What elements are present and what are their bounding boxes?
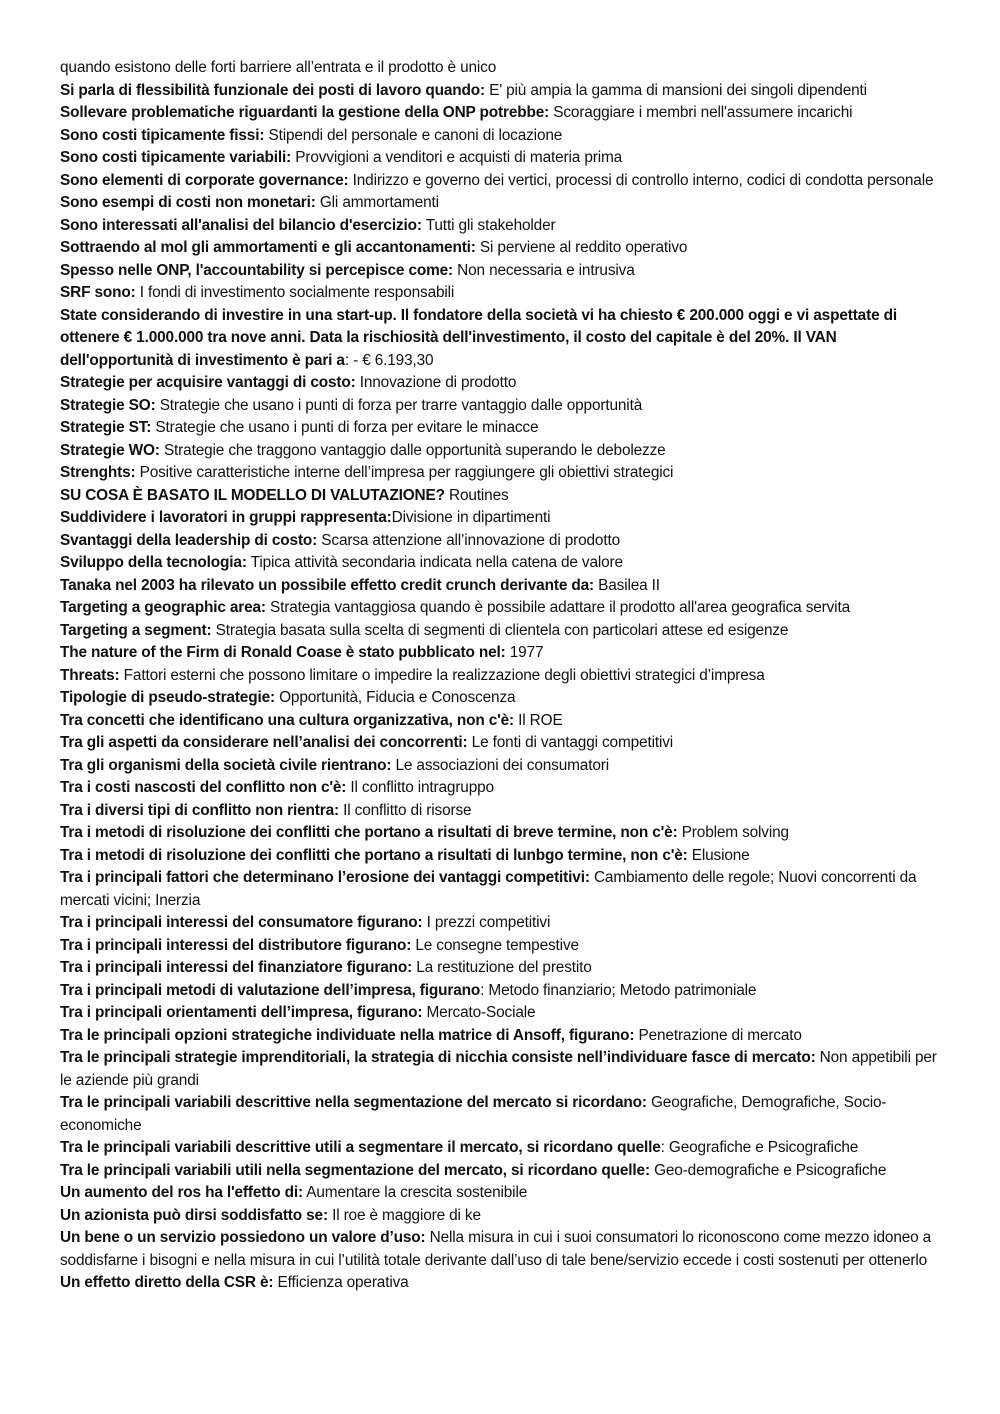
answer-text: Geografiche, Demografiche, Socio-economiche — [60, 1094, 887, 1134]
qa-entry — [60, 1047, 950, 1092]
qa-entry — [60, 620, 950, 643]
qa-entry — [60, 507, 950, 530]
question-text: Sviluppo della tecnologia: — [60, 554, 247, 571]
answer-text: Aumentare la crescita sostenibile — [302, 1184, 528, 1201]
question-text: Tra i metodi di risoluzione dei conflitti che portano a risultati di breve termine, non c'è: — [60, 824, 678, 841]
answer-text: Geo-demografiche e Psicografiche — [649, 1161, 887, 1179]
answer-text: Strategie che usano i punti di forza per trarre vantaggio dalle opportunità — [155, 396, 643, 414]
question-text: Svantaggi della leadership di costo: — [60, 531, 318, 549]
question-text: Sono costi tipicamente fissi: — [60, 126, 265, 144]
question-text: The nature of the Firm di Ronald Coase è stato pubblicato nel: — [60, 644, 506, 661]
answer-text: Scarsa attenzione all’innovazione di prodotto — [317, 531, 620, 549]
answer-text: Provvigioni a venditori e acquisti di materia prima — [291, 149, 623, 166]
answer-text: Il conflitto di risorse — [339, 801, 472, 819]
answer-text: Strategia vantaggiosa quando è possibile adattare il prodotto all'area geografica servita — [265, 599, 850, 616]
qa-entry — [60, 102, 950, 125]
qa-entry — [60, 575, 950, 598]
question-text: SU COSA È BASATO IL MODELLO DI VALUTAZIONE? — [60, 486, 445, 504]
answer-text: Stipendi del personale e canoni di locazione — [264, 126, 563, 144]
answer-text: Efficienza operativa — [273, 1274, 409, 1291]
answer-text: E' più ampia la gamma di mansioni dei singoli dipendenti — [484, 81, 867, 99]
question-text: Tra i principali interessi del finanziatore figurano: — [60, 959, 413, 976]
qa-entry — [60, 125, 950, 148]
question-text: Un effetto diretto della CSR è: — [60, 1274, 274, 1291]
qa-entry — [60, 1227, 950, 1272]
answer-text: Il ROE — [514, 711, 563, 729]
answer-text: Tutti gli stakeholder — [421, 216, 556, 234]
question-text: Sono elementi di corporate governance: — [60, 171, 349, 189]
qa-entry — [60, 1137, 950, 1160]
answer-text: Mercato-Sociale — [422, 1004, 536, 1021]
answer-text: Positive caratteristiche interne dell’impresa per raggiungere gli obiettivi strategici — [135, 464, 674, 481]
qa-entry — [60, 845, 950, 868]
qa-list — [60, 57, 950, 1295]
qa-entry — [60, 935, 950, 958]
question-text: Strenghts: — [60, 464, 136, 481]
qa-entry — [60, 192, 950, 215]
question-text: Tra i diversi tipi di conflitto non rientra: — [60, 801, 340, 819]
question-text: Un azionista può dirsi soddisfatto se: — [60, 1206, 328, 1224]
question-text: Tra le principali opzioni strategiche individuate nella matrice di Ansoff, figurano: — [60, 1026, 635, 1044]
question-text: Tra concetti che identificano una cultura organizzativa, non c'è: — [60, 711, 515, 729]
qa-entry — [60, 282, 950, 305]
question-text: Strategie WO: — [60, 441, 160, 459]
question-text: Tra le principali strategie imprenditoriali, la strategia di nicchia consiste nell’individuare fasce di mercato: — [60, 1049, 816, 1066]
answer-text: I prezzi competitivi — [422, 914, 551, 931]
qa-entry — [60, 80, 950, 103]
question-text: Tra gli organismi della società civile rientrano: — [60, 756, 392, 774]
qa-entry — [60, 800, 950, 823]
answer-text: : Metodo finanziario; Metodo patrimoniale — [480, 981, 757, 999]
question-text: Un aumento del ros ha l'effetto di: — [60, 1184, 303, 1201]
question-text: Sono costi tipicamente variabili: — [60, 149, 292, 166]
answer-text: Strategie che usano i punti di forza per evitare le minacce — [151, 419, 539, 436]
qa-entry — [60, 260, 950, 283]
qa-entry — [60, 215, 950, 238]
answer-text: Strategia basata sulla scelta di segmenti di clientela con particolari attese ed esigenze — [211, 621, 789, 639]
answer-text: Penetrazione di mercato — [634, 1026, 802, 1044]
answer-text: Gli ammortamenti — [315, 194, 439, 211]
answer-text: 1977 — [505, 644, 544, 661]
question-text: Tra le principali variabili descrittive nella segmentazione del mercato si ricordano: — [60, 1094, 647, 1111]
qa-entry — [60, 665, 950, 688]
answer-text: Nella misura in cui i suoi consumatori lo riconoscono come mezzo idoneo a soddisfarne i bisogni e nella misura in cui l’utilità totale derivante dall’uso di tale bene/servizio eccede i costi sostenuti per ottenerlo — [60, 1229, 932, 1269]
answer-text: Routines — [444, 486, 509, 504]
question-text: Tra le principali variabili descrittive utili a segmentare il mercato, si ricordano quelle — [60, 1139, 661, 1156]
answer-text: Opportunità, Fiducia e Conoscenza — [274, 689, 516, 706]
qa-entry — [60, 530, 950, 553]
question-text: Sono esempi di costi non monetari: — [60, 194, 316, 211]
answer-text: Cambiamento delle regole; Nuovi concorrenti da mercati vicini; Inerzia — [60, 869, 917, 909]
qa-entry — [60, 1025, 950, 1048]
question-text: Targeting a segment: — [60, 621, 212, 639]
qa-entry — [60, 597, 950, 620]
answer-text: Le fonti di vantaggi competitivi — [467, 734, 674, 751]
qa-entry — [60, 417, 950, 440]
qa-entry — [60, 710, 950, 733]
question-text: Si parla di flessibilità funzionale dei posti di lavoro quando: — [60, 81, 485, 99]
qa-entry — [60, 395, 950, 418]
qa-entry — [60, 1182, 950, 1205]
question-text: Sollevare problematiche riguardanti la gestione della ONP potrebbe: — [60, 104, 550, 121]
answer-text: Basilea II — [594, 576, 660, 594]
answer-text: : - € 6.193,30 — [344, 351, 434, 369]
answer-text: Le associazioni dei consumatori — [391, 756, 609, 774]
qa-entry — [60, 642, 950, 665]
qa-entry — [60, 147, 950, 170]
qa-entry — [60, 777, 950, 800]
question-text: Suddividere i lavoratori in gruppi rappresenta: — [60, 509, 392, 526]
question-text: Tipologie di pseudo-strategie: — [60, 689, 275, 706]
answer-text: I fondi di investimento socialmente responsabili — [135, 284, 455, 301]
question-text: Strategie SO: — [60, 396, 156, 414]
answer-text: Scoraggiare i membri nell'assumere incarichi — [549, 104, 853, 121]
answer-text: Le consegne tempestive — [411, 936, 579, 954]
qa-entry — [60, 867, 950, 912]
qa-entry — [60, 732, 950, 755]
question-text: State considerando di investire in una start-up. Il fondatore della società vi ha chiesto € 200.000 oggi e vi aspettate di ottenere € 1.000.000 tra nove anni. Data la rischiosità dell'investimento, il costo del capitale è del 20%. Il VAN dell'opportunità di investimento è pari a — [60, 306, 897, 369]
answer-text: Il roe è maggiore di ke — [327, 1206, 481, 1224]
question-text: Tra i principali fattori che determinano l’erosione dei vantaggi competitivi: — [60, 869, 590, 886]
question-text: Threats: — [60, 666, 120, 684]
qa-entry — [60, 372, 950, 395]
answer-text: Strategie che traggono vantaggio dalle opportunità superando le debolezze — [159, 441, 666, 459]
question-text: Strategie per acquisire vantaggi di costo: — [60, 374, 356, 391]
qa-entry — [60, 755, 950, 778]
qa-entry — [60, 822, 950, 845]
qa-entry — [60, 957, 950, 980]
question-text: Tra i principali interessi del distributore figurano: — [60, 936, 412, 954]
qa-entry — [60, 912, 950, 935]
qa-entry — [60, 237, 950, 260]
answer-text: Tipica attività secondaria indicata nella catena de valore — [246, 554, 623, 571]
answer-text: Non necessaria e intrusiva — [453, 261, 635, 279]
question-text: Tra i costi nascosti del conflitto non c'è: — [60, 779, 347, 796]
question-text: Targeting a geographic area: — [60, 599, 266, 616]
question-text: Tra i principali orientamenti dell’impresa, figurano: — [60, 1004, 423, 1021]
question-text: Un bene o un servizio possiedono un valore d’uso: — [60, 1229, 426, 1246]
answer-text: Fattori esterni che possono limitare o impedire la realizzazione degli obiettivi strategici d’impresa — [119, 666, 765, 684]
question-text: SRF sono: — [60, 284, 136, 301]
qa-entry — [60, 57, 950, 80]
answer-text: Il conflitto intragruppo — [346, 779, 494, 796]
answer-text: Elusione — [687, 846, 750, 864]
answer-text: : Geografiche e Psicografiche — [660, 1139, 859, 1156]
question-text: Tra i metodi di risoluzione dei conflitti che portano a risultati di lunbgo termine, non c'è: — [60, 846, 688, 864]
answer-text: Si perviene al reddito operativo — [475, 239, 688, 256]
qa-entry — [60, 1272, 950, 1295]
answer-text: Divisione in dipartimenti — [391, 509, 551, 526]
qa-entry — [60, 170, 950, 193]
question-text: Tanaka nel 2003 ha rilevato un possibile effetto credit crunch derivante da: — [60, 576, 594, 594]
qa-entry — [60, 552, 950, 575]
qa-entry — [60, 1205, 950, 1228]
qa-entry — [60, 1092, 950, 1137]
question-text: Tra i principali interessi del consumatore figurano: — [60, 914, 423, 931]
answer-text: Innovazione di prodotto — [355, 374, 517, 391]
qa-entry — [60, 440, 950, 463]
answer-text: quando esistono delle forti barriere all’entrata e il prodotto è unico — [60, 59, 497, 76]
answer-text: Problem solving — [677, 824, 789, 841]
qa-entry — [60, 687, 950, 710]
qa-entry — [60, 305, 950, 373]
qa-entry — [60, 1160, 950, 1183]
qa-entry — [60, 462, 950, 485]
qa-entry — [60, 1002, 950, 1025]
question-text: Strategie ST: — [60, 419, 152, 436]
answer-text: La restituzione del prestito — [412, 959, 592, 976]
question-text: Tra le principali variabili utili nella segmentazione del mercato, si ricordano quelle: — [60, 1161, 650, 1179]
qa-entry — [60, 980, 950, 1003]
answer-text: Indirizzo e governo dei vertici, processi di controllo interno, codici di condotta personale — [348, 171, 934, 189]
question-text: Sono interessati all'analisi del bilancio d'esercizio: — [60, 216, 422, 234]
question-text: Sottraendo al mol gli ammortamenti e gli accantonamenti: — [60, 239, 476, 256]
question-text: Spesso nelle ONP, l'accountability si percepisce come: — [60, 261, 454, 279]
answer-text: Non appetibili per le aziende più grandi — [60, 1049, 937, 1089]
question-text: Tra gli aspetti da considerare nell’analisi dei concorrenti: — [60, 734, 468, 751]
qa-entry — [60, 485, 950, 508]
question-text: Tra i principali metodi di valutazione dell’impresa, figurano — [60, 981, 481, 999]
